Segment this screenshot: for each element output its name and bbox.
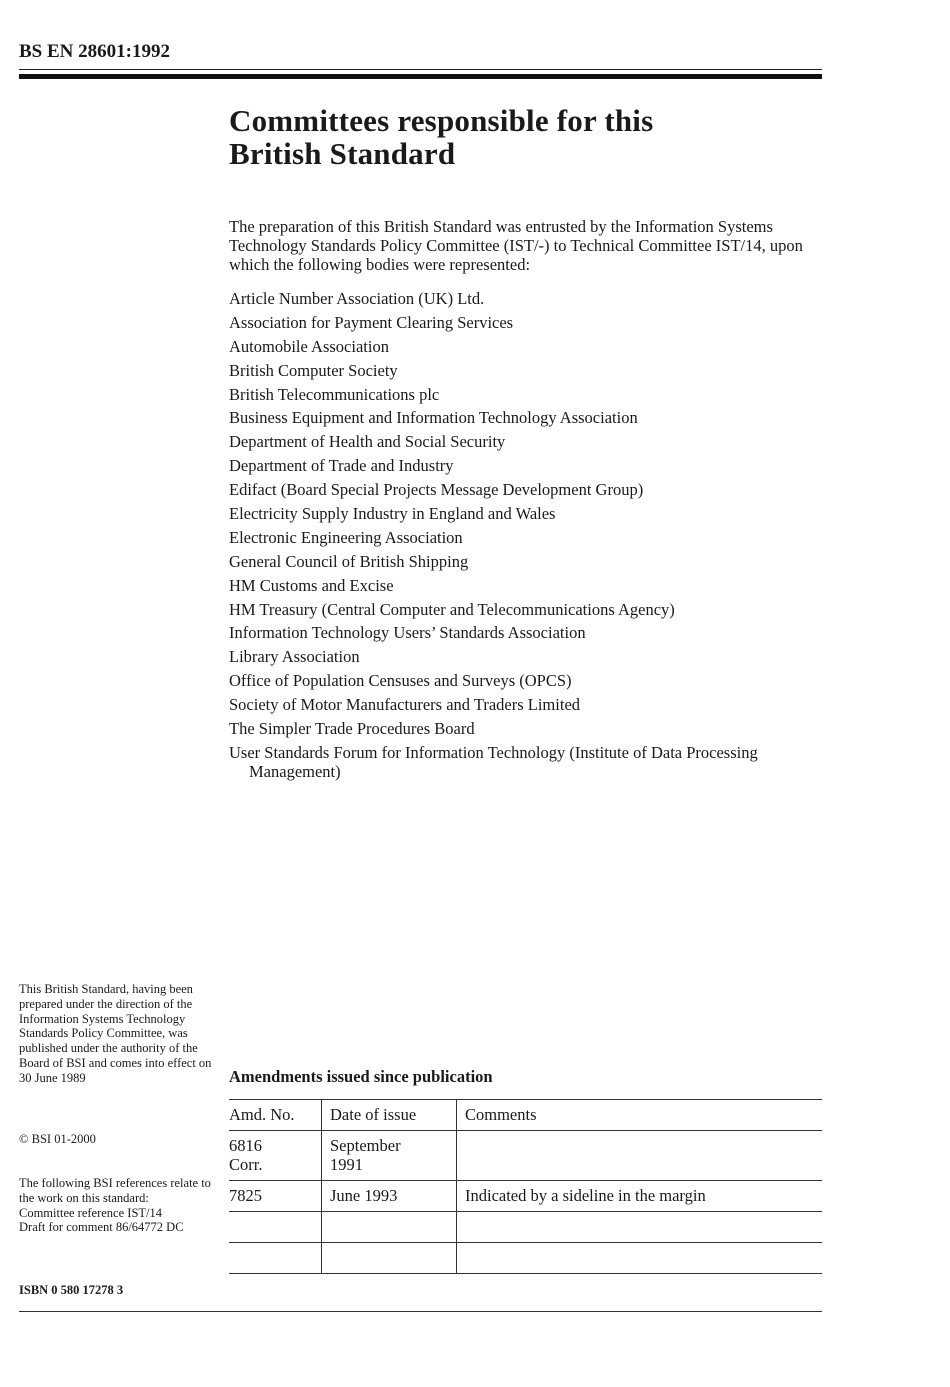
list-item: Office of Population Censuses and Surveys (OPCS)	[229, 671, 572, 691]
list-item: British Telecommunications plc	[229, 384, 440, 404]
bsi-references	[19, 1176, 219, 1235]
date-line-1: September	[330, 1136, 401, 1155]
date-cell: June 1993	[322, 1181, 457, 1212]
draft-reference: Draft for comment 86/64772 DC	[19, 1220, 184, 1235]
list-item: Electricity Supply Industry in England and Wales	[229, 504, 556, 524]
header-rule-thin	[19, 69, 822, 70]
list-item: British Computer Society	[229, 360, 398, 380]
list-item: HM Customs and Excise	[229, 575, 394, 595]
list-item: Article Number Association (UK) Ltd.	[229, 289, 485, 308]
amd-no-line-1: 6816	[229, 1136, 262, 1155]
empty-cell	[457, 1243, 823, 1274]
publication-note: This British Standard, having been prepared under the direction of the Information Systems Technology Standards Policy Committee, was published under the authority of the Board of BSI and comes into effect on 30 June 1989	[19, 982, 212, 1085]
empty-cell	[322, 1243, 457, 1274]
column-header-amd-no: Amd. No.	[229, 1105, 295, 1124]
page-title-line-2: British Standard	[229, 136, 456, 171]
intro-paragraph: The preparation of this British Standard was entrusted by the Information Systems Technology Standards Policy Committee (IST/-) to Technical Committee IST/14, upon which the following bodies were represented:	[229, 217, 803, 274]
list-item: HM Treasury (Central Computer and Telecommunications Agency)	[229, 599, 675, 619]
list-item: Electronic Engineering Association	[229, 527, 463, 547]
empty-cell	[229, 1212, 322, 1243]
amd-no-cell	[229, 1131, 322, 1181]
committee-reference: Committee reference IST/14	[19, 1205, 162, 1220]
footer-rule	[19, 1311, 822, 1312]
page-title	[229, 104, 819, 170]
list-item: User Standards Forum for Information Technology (Institute of Data Processing Management)	[229, 742, 758, 781]
list-item: The Simpler Trade Procedures Board	[229, 719, 475, 739]
empty-cell	[229, 1243, 322, 1274]
amendments-title: Amendments issued since publication	[229, 1067, 493, 1086]
list-item: Automobile Association	[229, 336, 389, 356]
page-title-line-1: Committees responsible for this	[229, 103, 654, 138]
date-cell	[322, 1131, 457, 1181]
table-row-empty	[229, 1243, 822, 1274]
represented-bodies-list	[229, 289, 819, 786]
table-header-row	[229, 1100, 822, 1131]
amendments-table	[229, 1099, 822, 1274]
standard-number: BS EN 28601:1992	[19, 41, 170, 62]
list-item: Department of Health and Social Security	[229, 432, 506, 452]
amd-no-line-2: Corr.	[229, 1155, 263, 1174]
column-header-comments: Comments	[457, 1100, 823, 1131]
empty-cell	[322, 1212, 457, 1243]
table-row	[229, 1131, 822, 1181]
empty-cell	[457, 1212, 823, 1243]
table-row-empty	[229, 1212, 822, 1243]
header-rule-thick	[19, 74, 822, 79]
table-row	[229, 1181, 822, 1212]
date-line-2: 1991	[330, 1155, 363, 1174]
list-item: Association for Payment Clearing Services	[229, 312, 514, 332]
list-item: Department of Trade and Industry	[229, 456, 454, 476]
list-item: Society of Motor Manufacturers and Traders Limited	[229, 695, 581, 715]
list-item: Information Technology Users’ Standards Association	[229, 623, 586, 643]
comments-cell	[457, 1131, 823, 1181]
copyright-notice: © BSI 01-2000	[19, 1132, 96, 1146]
comments-cell: Indicated by a sideline in the margin	[457, 1181, 823, 1212]
list-item: Business Equipment and Information Technology Association	[229, 408, 638, 428]
isbn: ISBN 0 580 17278 3	[19, 1283, 124, 1297]
column-header-date: Date of issue	[322, 1100, 457, 1131]
amd-no-cell: 7825	[229, 1186, 262, 1205]
list-item: General Council of British Shipping	[229, 551, 469, 571]
list-item: Edifact (Board Special Projects Message Development Group)	[229, 480, 644, 500]
references-intro: The following BSI references relate to the work on this standard:	[19, 1176, 211, 1205]
list-item: Library Association	[229, 647, 360, 667]
